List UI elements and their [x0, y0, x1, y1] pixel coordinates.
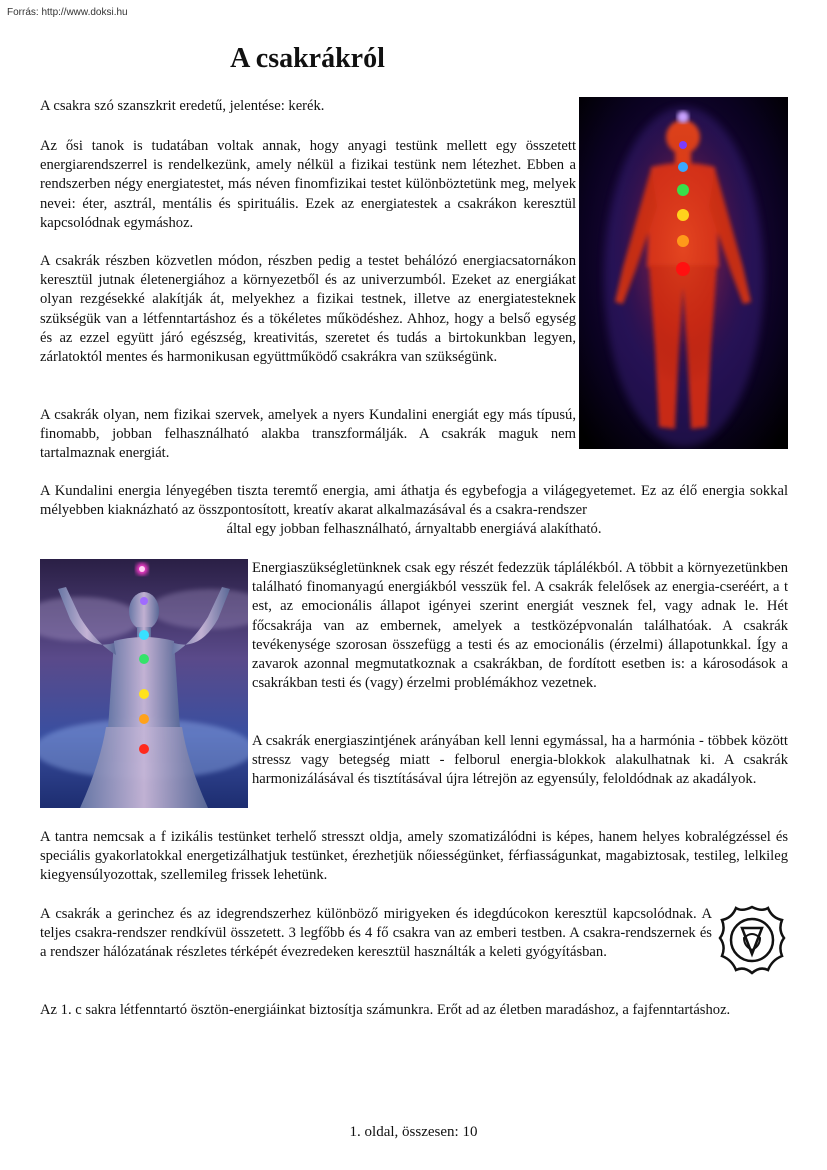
page-footer: 1. oldal, összesen: 10 [349, 1124, 478, 1140]
paragraph-9: A csakrák a gerinchez és az idegrendszerhez különböző mirigyeken és idegdúcokon keresztül kapcsolódnak. A teljes csakra-rendszer rendkívül összetett. 3 legfőbb és 4 fő csakra van az emberi testben. A csakra-rendszernek és a rendszer hálózatának részletes térképét évezredeken keresztül használták a keleti gyógyításban. [40, 906, 712, 961]
paragraph-7: A csakrák energiaszintjének arányában kell lenni egymással, ha a harmónia - többek között stressz vagy betegség miatt - felborul energia-blokkok alakulhatnak ki. A csakrák harmonizálásával és tisztításával újra létrejön az egyensúly, feloldódnak az akadályok. [252, 733, 788, 788]
paragraph-1: A csakra szó szanszkrit eredetű, jelentése: kerék. [40, 98, 325, 114]
paragraph-3: A csakrák részben közvetlen módon, részben pedig a testet behálózó energiacsatornákon keresztül jutnak életenergiához a környezetből és az univerzumból. Ezeket az energiákat olyan rezgésekké alakítják át, melyekhez a fizikai testnek, illetve az energiatesteknek szükségük van a létfenntartáshoz és a tökéletes működéshez. Ahhoz, hogy a belső egység és az ezzel együtt járó egészség, kreativitás, szeretet és tudás a birtokunkban legyen, zárlatoktól mentes és harmonikusan együttműködő csakrákra van szükségünk. [40, 253, 576, 366]
paragraph-5-end: által egy jobban felhasználható, árnyaltabb energiává alakítható. [226, 521, 602, 537]
meditation-chakra-image [40, 559, 248, 808]
paragraph-8: A tantra nemcsak a f izikális testünket terhelő stresszt oldja, amely szomatizálódni is képes, hanem helyes kobralégzéssel és speciális gyakorlatokkal energetizálhatjuk testünket, érezhetjük nőiességünket, férfiasságunkat, magabiztosak, testileg, lelkileg kiegyensúlyozottak, szellemileg frissek lehetünk. [40, 829, 788, 884]
root-chakra-symbol-icon [716, 904, 788, 976]
aura-body-image [579, 97, 788, 449]
paragraph-4: A csakrák olyan, nem fizikai szervek, amelyek a nyers Kundalini energiát egy más típusú, finomabb, jobban felhasználható alakba transzformálják. A csakrák maguk nem tartalmaznak energiát. [40, 407, 576, 462]
paragraph-5: A Kundalini energia lényegében tiszta teremtő energia, ami áthatja és egybefogja a világegyetemet. Ez az élő energia sokkal mélyebben kiaknázható az összpontosított, kreatív akarat alkalmazásával és a csakra-rendszer [40, 483, 788, 519]
source-note: Forrás: http://www.doksi.hu [7, 7, 128, 18]
paragraph-2: Az ősi tanok is tudatában voltak annak, hogy anyagi testünk mellett egy összetett energiarendszerrel is rendelkezünk, amely nélkül a fizikai testünk nem létezhet. Ebben a rendszerben négy energiatestet, más néven finomfizikai testet különböztetünk meg, melyek nevei: éter, asztrál, mentális és spirituális. Ezek az energiatestek a csakrákon keresztül kapcsolódnak egymáshoz. [40, 138, 576, 231]
page-title: A csakrákról [230, 43, 385, 74]
paragraph-6: Energiaszükségletünknek csak egy részét fedezzük táplálékból. A többit a környezetünkben található finomanyagú energiákból vesszük fel. A csakrák felelősek az energia-cseréért, a t est, az emocionális állapot igényei szerint energiát vesznek fel, vagy adnak le. Hét főcsakrája van az embernek, amelyek a testközépvonalán találhatóak. A csakrák tevékenysége szorosan összefügg a testi és az emocionális (érzelmi) állapotunkkal. Így a zavarok azonnal megmutatkoznak a csakrákban, de fordított esetben is: a károsodások a csakrákban testi és (vagy) érzelmi problémákhoz vezetnek. [252, 560, 788, 692]
paragraph-10: Az 1. c sakra létfenntartó ösztön-energiáinkat biztosítja számunkra. Erőt ad az életben maradáshoz, a fajfenntartáshoz. [40, 1002, 731, 1018]
